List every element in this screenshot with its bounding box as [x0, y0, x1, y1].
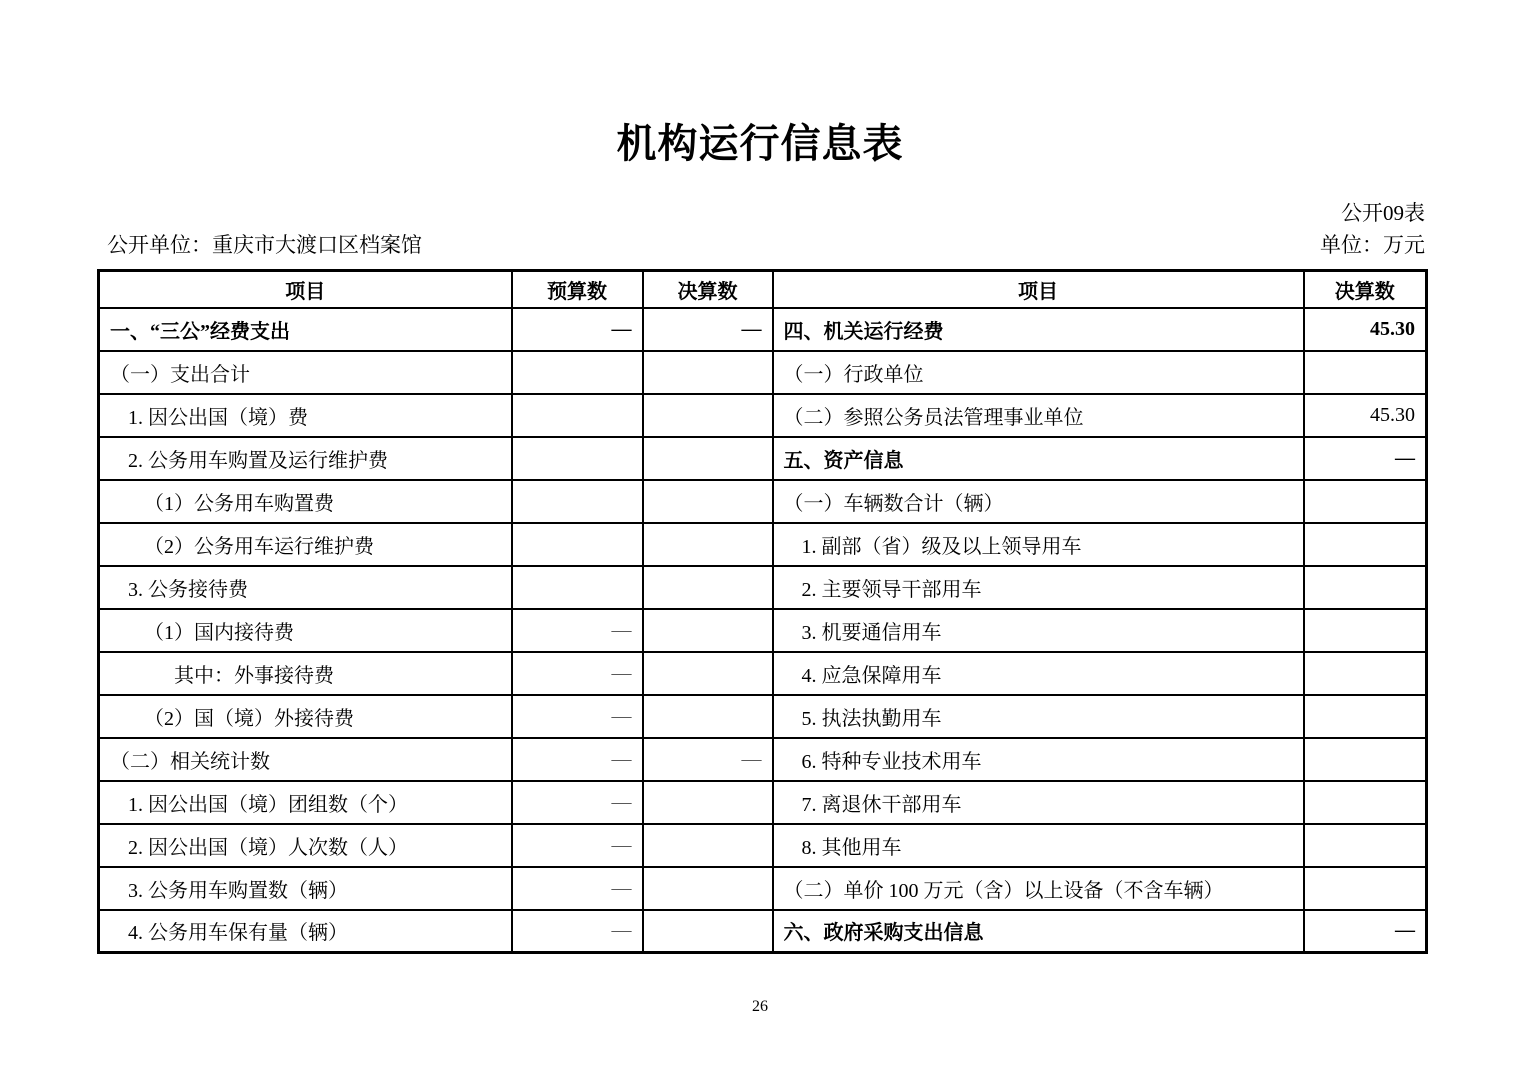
right-item-label: （二）单价 100 万元（含）以上设备（不含车辆） — [783, 879, 1224, 902]
left-final-cell — [643, 566, 773, 609]
left-budget-cell: — — [512, 308, 643, 351]
left-item-cell — [99, 351, 512, 394]
left-final-cell — [643, 867, 773, 910]
left-item-label: 1. 因公出国（境）团组数（个） — [128, 793, 408, 816]
left-item-label: 4. 公务用车保有量（辆） — [128, 922, 348, 945]
table-row — [99, 910, 1427, 953]
right-item-label: 四、机关运行经费 — [783, 320, 944, 343]
right-item-cell — [773, 910, 1304, 953]
left-item-label: （一）支出合计 — [110, 363, 250, 386]
page-title: 机构运行信息表 — [616, 122, 904, 166]
left-budget-cell: — — [512, 609, 643, 652]
left-item-label: （二）相关统计数 — [110, 750, 270, 773]
left-budget-cell — [512, 566, 643, 609]
left-item-label: （2）国（境）外接待费 — [144, 707, 354, 730]
left-final-cell — [643, 910, 773, 953]
right-item-cell — [773, 523, 1304, 566]
meta-row — [107, 229, 1425, 259]
left-budget-cell: — — [512, 824, 643, 867]
left-final-cell: — — [643, 308, 773, 351]
left-item-cell — [99, 824, 512, 867]
left-item-label: 3. 公务用车购置数（辆） — [128, 879, 348, 902]
header-budget: 预算数 — [512, 271, 643, 308]
institution-operation-table — [97, 269, 1428, 954]
table-row — [99, 566, 1427, 609]
table-body — [99, 308, 1427, 953]
table-row — [99, 351, 1427, 394]
right-item-cell — [773, 566, 1304, 609]
right-item-cell — [773, 480, 1304, 523]
header-final-left: 决算数 — [643, 271, 773, 308]
left-item-cell — [99, 609, 512, 652]
right-item-label: （一）车辆数合计（辆） — [783, 492, 1004, 515]
right-final-cell: — — [1304, 910, 1427, 953]
left-item-label: 其中：外事接待费 — [174, 664, 334, 687]
right-item-cell — [773, 351, 1304, 394]
left-item-label: 2. 因公出国（境）人次数（人） — [128, 836, 408, 859]
left-item-label: （1）国内接待费 — [144, 621, 294, 644]
header-row — [99, 271, 1427, 308]
right-item-label: 3. 机要通信用车 — [801, 621, 942, 644]
table-row — [99, 609, 1427, 652]
left-final-cell: — — [643, 738, 773, 781]
left-item-label: 一、“三公”经费支出 — [110, 320, 290, 343]
unit-label: 单位：万元 — [1320, 233, 1425, 257]
table-row — [99, 781, 1427, 824]
public-unit-label: 公开单位：重庆市大渡口区档案馆 — [107, 233, 422, 257]
left-budget-cell: — — [512, 738, 643, 781]
table-row — [99, 652, 1427, 695]
right-final-cell — [1304, 566, 1427, 609]
left-budget-cell: — — [512, 652, 643, 695]
right-final-cell: — — [1304, 437, 1427, 480]
left-item-label: 1. 因公出国（境）费 — [128, 406, 308, 429]
left-budget-cell — [512, 351, 643, 394]
right-item-cell — [773, 824, 1304, 867]
left-item-cell — [99, 523, 512, 566]
right-final-cell — [1304, 824, 1427, 867]
right-item-cell — [773, 652, 1304, 695]
left-item-cell — [99, 738, 512, 781]
left-budget-cell: — — [512, 910, 643, 953]
left-item-label: （2）公务用车运行维护费 — [144, 535, 374, 558]
table-row — [99, 394, 1427, 437]
right-item-cell — [773, 695, 1304, 738]
left-item-cell — [99, 480, 512, 523]
right-final-cell: 45.30 — [1304, 308, 1427, 351]
table-row — [99, 867, 1427, 910]
left-budget-cell: — — [512, 781, 643, 824]
right-item-label: 六、政府采购支出信息 — [783, 922, 984, 945]
left-budget-cell: — — [512, 867, 643, 910]
right-item-cell — [773, 781, 1304, 824]
left-item-label: （1）公务用车购置费 — [144, 492, 334, 515]
table-row — [99, 824, 1427, 867]
header-item-right: 项目 — [773, 271, 1304, 308]
left-item-label: 2. 公务用车购置及运行维护费 — [128, 449, 388, 472]
left-final-cell — [643, 824, 773, 867]
header-final-right: 决算数 — [1304, 271, 1427, 308]
table-header — [99, 271, 1427, 308]
table-row — [99, 695, 1427, 738]
right-item-label: 8. 其他用车 — [801, 836, 902, 859]
left-final-cell — [643, 652, 773, 695]
right-final-cell — [1304, 652, 1427, 695]
right-final-cell — [1304, 738, 1427, 781]
right-final-cell — [1304, 480, 1427, 523]
left-item-cell — [99, 566, 512, 609]
left-final-cell — [643, 394, 773, 437]
right-item-cell — [773, 394, 1304, 437]
page-number: 26 — [752, 998, 768, 1015]
left-budget-cell — [512, 394, 643, 437]
left-final-cell — [643, 609, 773, 652]
left-item-cell — [99, 652, 512, 695]
right-final-cell — [1304, 695, 1427, 738]
left-item-cell — [99, 781, 512, 824]
left-budget-cell — [512, 480, 643, 523]
right-item-label: 7. 离退休干部用车 — [801, 793, 962, 816]
right-final-cell — [1304, 609, 1427, 652]
right-item-cell — [773, 738, 1304, 781]
right-final-cell: 45.30 — [1304, 394, 1427, 437]
left-budget-cell: — — [512, 695, 643, 738]
table-row — [99, 738, 1427, 781]
right-item-label: 6. 特种专业技术用车 — [801, 750, 982, 773]
right-item-label: 1. 副部（省）级及以上领导用车 — [801, 535, 1082, 558]
table-row — [99, 437, 1427, 480]
right-item-label: （一）行政单位 — [783, 363, 924, 386]
right-final-cell — [1304, 781, 1427, 824]
right-item-cell — [773, 867, 1304, 910]
left-final-cell — [643, 437, 773, 480]
right-item-cell — [773, 308, 1304, 351]
left-budget-cell — [512, 437, 643, 480]
right-item-label: 2. 主要领导干部用车 — [801, 578, 982, 601]
right-item-label: 4. 应急保障用车 — [801, 664, 942, 687]
right-final-cell — [1304, 867, 1427, 910]
right-final-cell — [1304, 523, 1427, 566]
table-row — [99, 480, 1427, 523]
table-row — [99, 523, 1427, 566]
left-item-cell — [99, 308, 512, 351]
right-item-label: 5. 执法执勤用车 — [801, 707, 942, 730]
table-row — [99, 308, 1427, 351]
left-final-cell — [643, 695, 773, 738]
header-item-left: 项目 — [99, 271, 512, 308]
left-final-cell — [643, 523, 773, 566]
left-item-cell — [99, 394, 512, 437]
left-item-cell — [99, 695, 512, 738]
left-budget-cell — [512, 523, 643, 566]
left-final-cell — [643, 781, 773, 824]
left-item-cell — [99, 437, 512, 480]
table-code-label: 公开09表 — [1341, 201, 1425, 225]
left-final-cell — [643, 480, 773, 523]
right-final-cell — [1304, 351, 1427, 394]
left-item-cell — [99, 910, 512, 953]
right-item-label: （二）参照公务员法管理事业单位 — [783, 406, 1084, 429]
right-item-label: 五、资产信息 — [783, 449, 904, 472]
left-final-cell — [643, 351, 773, 394]
left-item-label: 3. 公务接待费 — [128, 578, 248, 601]
right-item-cell — [773, 609, 1304, 652]
left-item-cell — [99, 867, 512, 910]
right-item-cell — [773, 437, 1304, 480]
